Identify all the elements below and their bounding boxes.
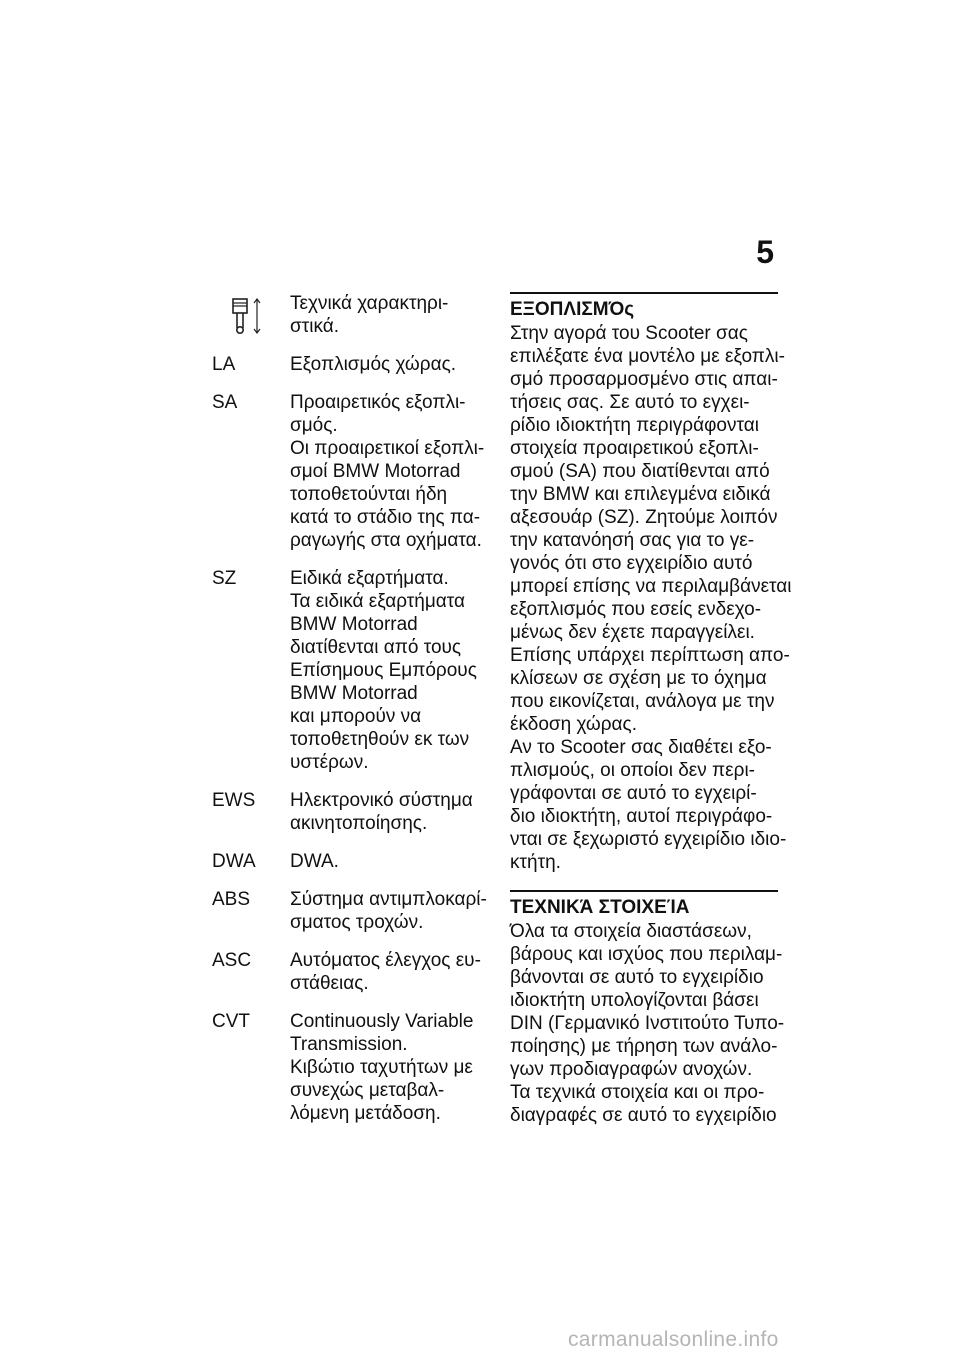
body-line: βάρους και ισχύος που περιλαμ- (510, 944, 783, 965)
description-line: BMW Motorrad (290, 614, 418, 635)
description-line: στάθειας. (290, 973, 369, 994)
description-line: σμοί BMW Motorrad (290, 461, 461, 482)
body-line: Αν το Scooter σας διαθέτει εξο- (510, 737, 772, 758)
abbreviation-row (212, 391, 488, 552)
description-line: Αυτόματος έλεγχος ευ- (290, 950, 481, 971)
abbreviation-row (212, 567, 488, 774)
abbreviation-row (212, 888, 488, 934)
description-line: Προαιρετικός εξοπλι- (290, 392, 466, 413)
body-line: πλισμούς, οι οποίοι δεν περι- (510, 760, 755, 781)
body-line: αξεσουάρ (SZ). Ζητούμε λοιπόν (510, 507, 778, 528)
description-line: Transmission. (290, 1034, 408, 1055)
body-line: έκδοση χώρας. (510, 714, 637, 735)
body-line: τήσεις σας. Σε αυτό το εγχει- (510, 392, 750, 413)
abbreviation-key: LA (212, 354, 236, 375)
abbreviation-row (212, 292, 488, 338)
body-line: ρίδιο ιδιοκτήτη περιγράφονται (510, 415, 759, 436)
body-line: διο ιδιοκτήτη, αυτοί περιγράφο- (510, 806, 773, 827)
description-line: BMW Motorrad (290, 683, 418, 704)
description-line: Ηλεκτρονικό σύστημα (290, 790, 473, 811)
body-line: εξοπλισμός που εσείς ενδεχο- (510, 599, 762, 620)
abbreviation-description (290, 353, 488, 376)
abbreviation-description (290, 949, 488, 995)
abbreviation-key: CVT (212, 1011, 250, 1032)
description-line: υστέρων. (290, 752, 369, 773)
description-line: κατά το στάδιο της πα- (290, 507, 481, 528)
abbreviation-description (290, 292, 488, 338)
description-line: και μπορούν να (290, 706, 422, 727)
description-line: Κιβώτιο ταχυτήτων με (290, 1057, 473, 1078)
body-line: Επίσης υπάρχει περίπτωση απο- (510, 645, 790, 666)
page-number: 5 (756, 234, 774, 270)
abbreviation-description (290, 567, 488, 774)
abbreviation-row (212, 1010, 488, 1125)
description-line: ακινητοποίησης. (290, 813, 428, 834)
description-line: Τα ειδικά εξαρτήματα (290, 591, 466, 612)
body-line: μπορεί επίσης να περιλαμβάνεται (510, 576, 792, 597)
body-line: Τα τεχνικά στοιχεία και οι προ- (510, 1082, 765, 1103)
watermark: carmanualsonline.info (568, 1328, 779, 1351)
description-line: Επίσημους Εμπόρους (290, 660, 477, 681)
description-line: διατίθενται από τους (290, 637, 462, 658)
description-line: Εξοπλισμός χώρας. (290, 354, 456, 375)
description-line: συνεχώς μεταβαλ- (290, 1080, 445, 1101)
abbreviation-description (290, 1010, 488, 1125)
section-title: ΤΕΧΝΙΚΆ ΣΤΟΙΧΕΊΑ (510, 897, 690, 918)
body-line: την BMW και επιλεγμένα ειδικά (510, 484, 771, 505)
body-line: την κατανόησή σας για το γε- (510, 530, 755, 551)
abbreviations-list (212, 292, 488, 1140)
body-line: διαγραφές σε αυτό το εγχειρίδιο (510, 1105, 777, 1126)
description-line: ραγωγής στα οχήματα. (290, 530, 482, 551)
abbreviation-description (290, 391, 488, 552)
abbreviation-row (212, 789, 488, 835)
abbreviation-key: SA (212, 392, 238, 413)
section-body (510, 920, 785, 1127)
body-line: κτήτη. (510, 852, 561, 873)
body-line: γων προδιαγραφών ανοχών. (510, 1059, 753, 1080)
abbreviation-row (212, 850, 488, 873)
description-line: Οι προαιρετικοί εξοπλι- (290, 438, 485, 459)
description-line: Τεχνικά χαρακτηρι- (290, 293, 449, 314)
description-line: Continuously Variable (290, 1011, 474, 1032)
description-line: Ειδικά εξαρτήματα. (290, 568, 449, 589)
description-line: σμός. (290, 415, 338, 436)
section-title: ΕΞΟΠΛΙΣΜΌς (510, 299, 635, 320)
description-line: τοποθετούνται ήδη (290, 484, 448, 505)
body-line: κλίσεων σε σχέση με το όχημα (510, 668, 767, 689)
body-line: στοιχεία προαιρετικού εξοπλι- (510, 438, 759, 459)
abbreviation-row (212, 949, 488, 995)
body-line: Στην αγορά του Scooter σας (510, 323, 748, 344)
body-line: βάνονται σε αυτό το εγχειρίδιο (510, 967, 764, 988)
section-gap (510, 874, 778, 890)
body-line: σμού (SA) που διατίθενται από (510, 461, 770, 482)
body-line: ποίησης) με τήρηση των ανάλο- (510, 1036, 778, 1057)
content-column (510, 292, 792, 1127)
body-line: γράφονται σε αυτό το εγχειρί- (510, 783, 757, 804)
description-line: σματος τροχών. (290, 912, 424, 933)
body-line: νται σε ξεχωριστό εγχειρίδιο ιδιο- (510, 829, 787, 850)
description-line: τοποθετηθούν εκ των (290, 729, 470, 750)
abbreviation-key: EWS (212, 790, 256, 811)
abbreviation-key: DWA (212, 851, 256, 872)
section-rule (510, 890, 778, 892)
abbreviation-description (290, 888, 488, 934)
abbreviation-description (290, 850, 488, 873)
section-rule (510, 292, 778, 294)
abbreviation-key: ABS (212, 889, 251, 910)
abbreviation-description (290, 789, 488, 835)
description-line: λόμενη μετάδοση. (290, 1103, 441, 1124)
body-line: Όλα τα στοιχεία διαστάσεων, (510, 921, 752, 942)
description-line: DWA. (290, 851, 339, 872)
body-line: που εικονίζεται, ανάλογα με την (510, 691, 775, 712)
abbreviation-key: SZ (212, 568, 237, 589)
body-line: γονός ότι στο εγχειρίδιο αυτό (510, 553, 753, 574)
section-body (510, 322, 792, 874)
body-line: ιδιοκτήτη υπολογίζονται βάσει (510, 990, 759, 1011)
body-line: DIN (Γερμανικό Ινστιτούτο Τυπο- (510, 1013, 785, 1034)
piston-dimension-icon (212, 292, 290, 338)
abbreviation-key: ASC (212, 950, 252, 971)
description-line: στικά. (290, 316, 339, 337)
body-line: μένως δεν έχετε παραγγείλει. (510, 622, 755, 643)
abbreviation-row (212, 353, 488, 376)
body-line: επιλέξατε ένα μοντέλο με εξοπλι- (510, 346, 785, 367)
body-line: σμό προσαρμοσμένο στις απαι- (510, 369, 778, 390)
description-line: Σύστημα αντιμπλοκαρί- (290, 889, 487, 910)
